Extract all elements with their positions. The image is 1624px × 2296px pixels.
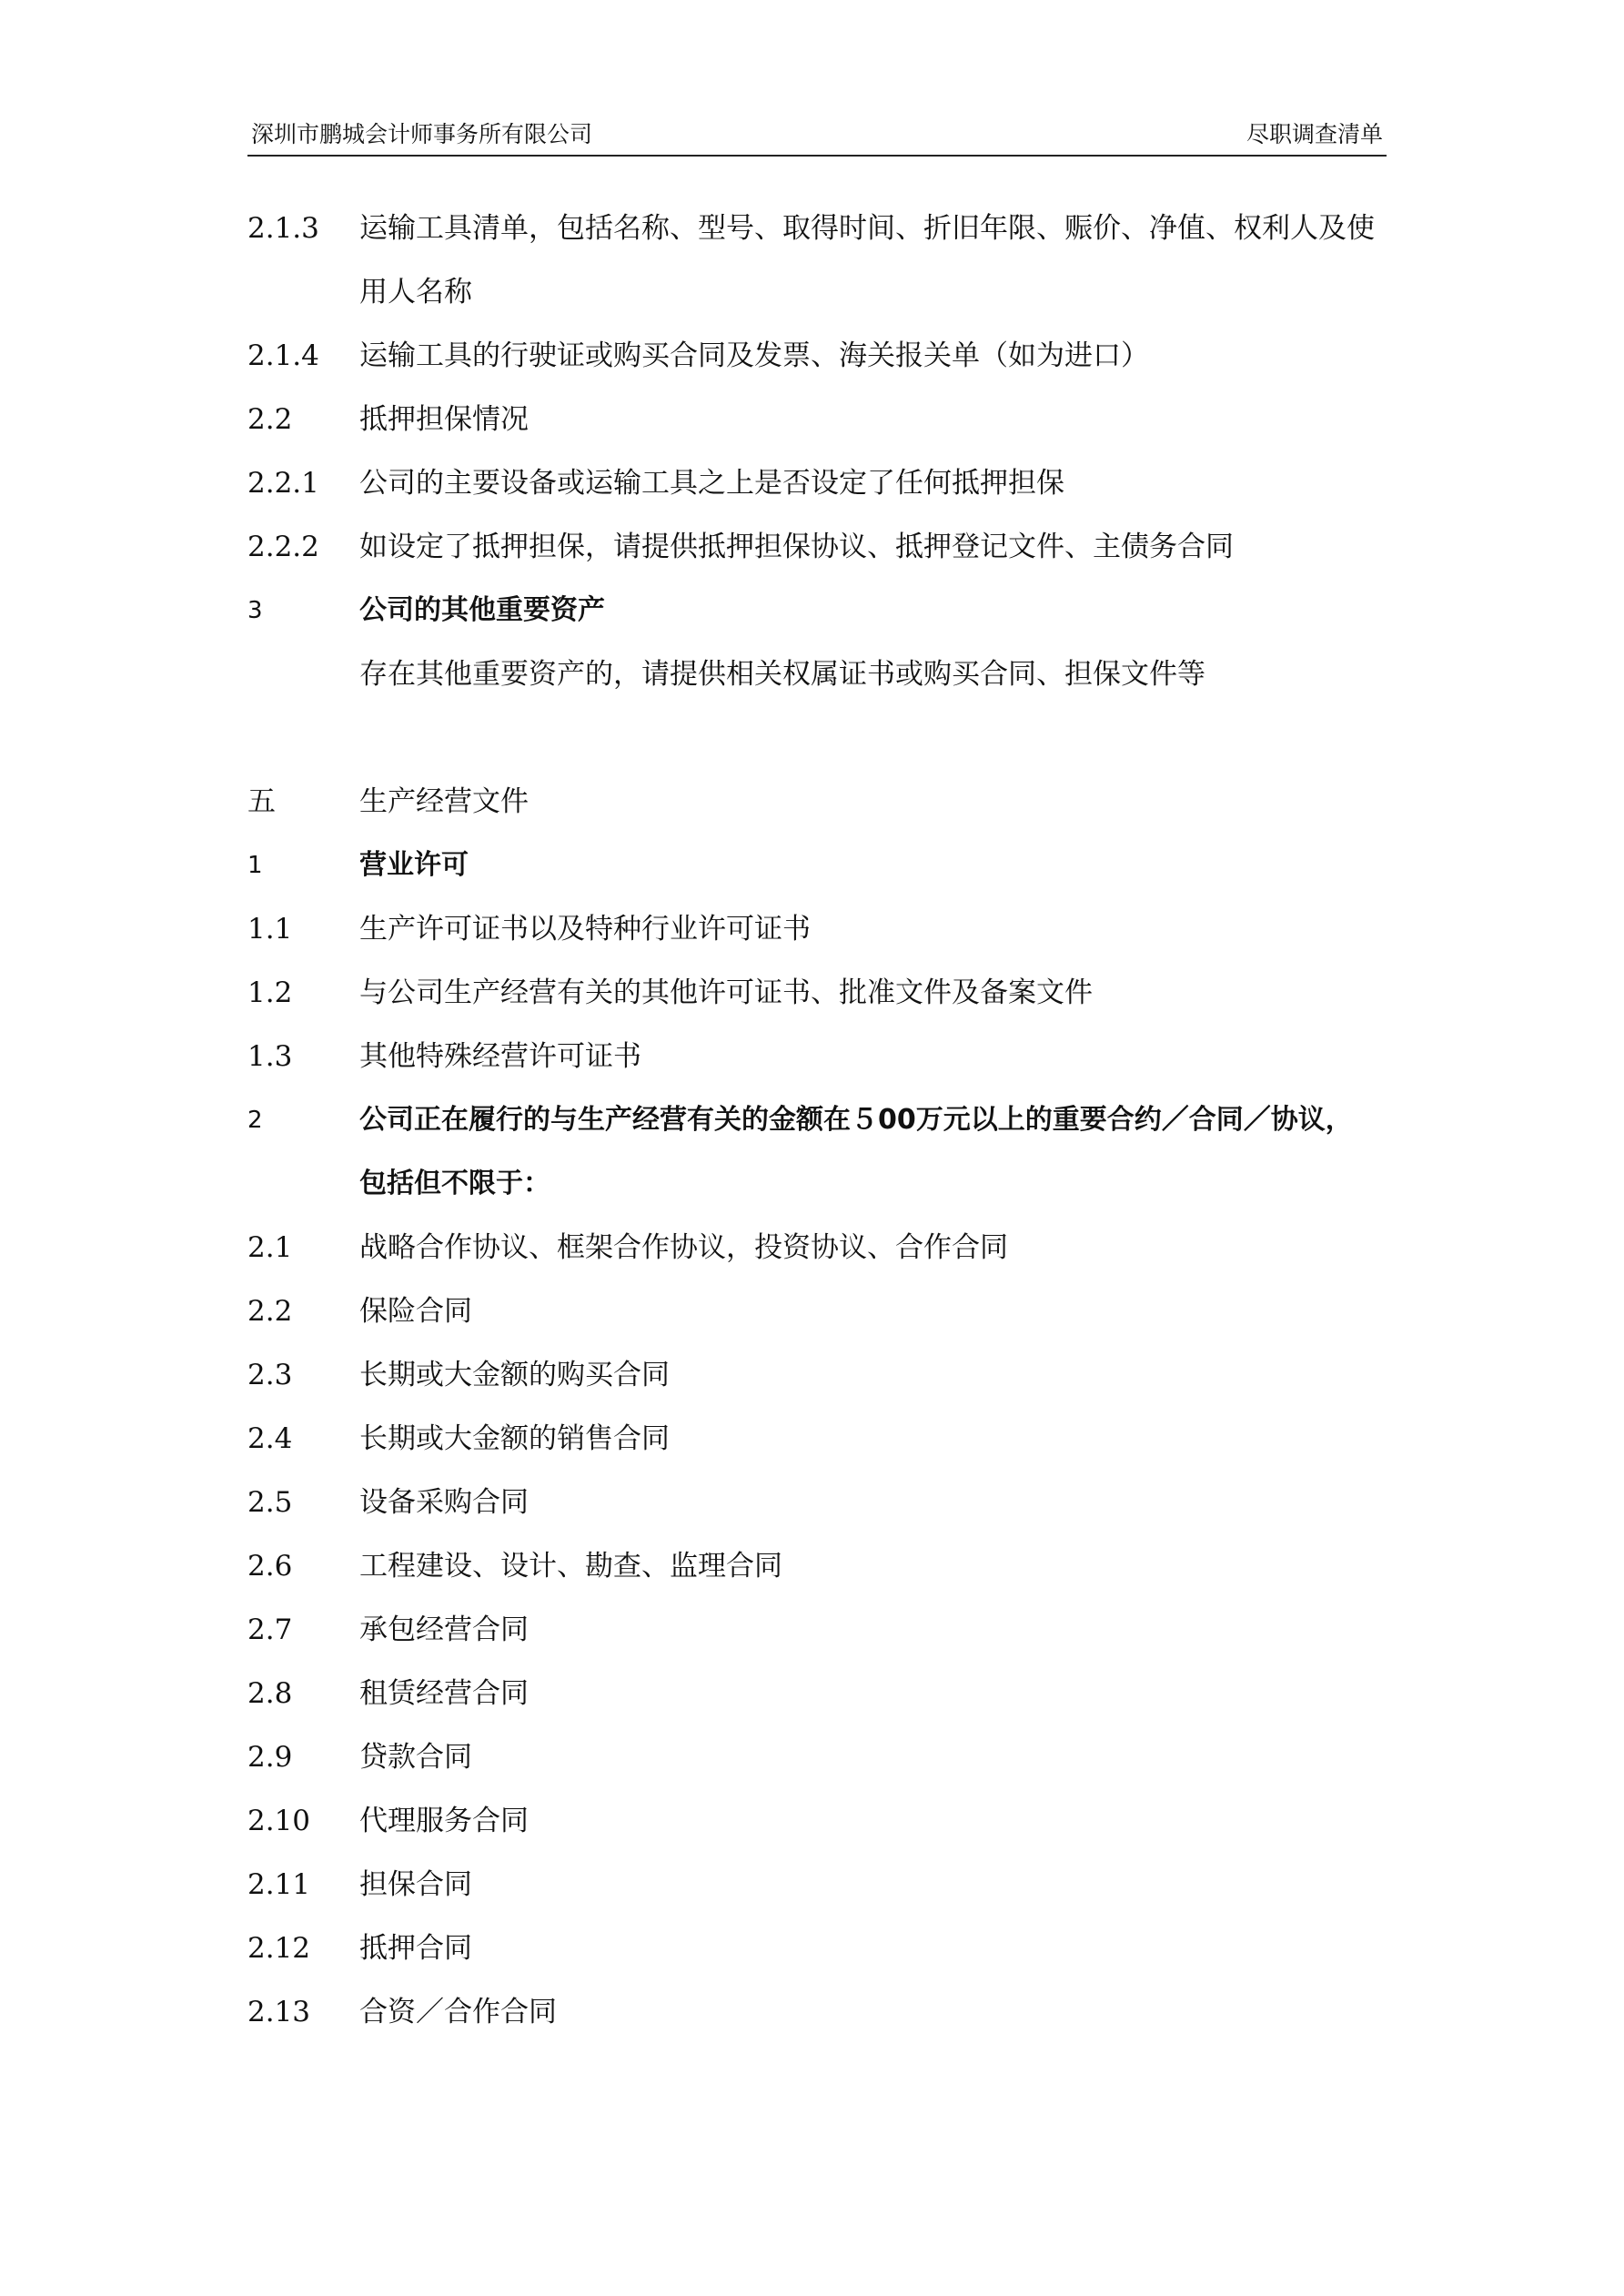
item-number: 2.3: [247, 1359, 293, 1391]
item-text: 公司的其他重要资产: [359, 594, 605, 626]
item-number: 2.11: [247, 1868, 311, 1901]
item-text: 运输工具清单，包括名称、型号、取得时间、折旧年限、赈价、净值、权利人及使: [359, 212, 1375, 245]
list-item: [247, 1471, 1394, 1534]
list-item: [247, 388, 1394, 451]
chapter-title: 生产经营文件: [359, 785, 529, 818]
item-text: 保险合同: [359, 1295, 472, 1328]
list-item: [247, 1407, 1394, 1471]
item-text: 担保合同: [359, 1868, 472, 1901]
item-text: 承包经营合同: [359, 1613, 529, 1646]
item-text: 抵押合同: [359, 1932, 472, 1965]
chapter-number: 五: [247, 785, 276, 818]
item-number: 2.13: [247, 1996, 311, 2028]
item-text: 租赁经营合同: [359, 1677, 529, 1710]
item-number: 1.3: [247, 1040, 293, 1073]
item-number: 2.8: [247, 1677, 293, 1710]
list-item: [247, 1725, 1394, 1789]
chapter-heading: [247, 770, 1394, 834]
item-number: 2.1.4: [247, 339, 319, 372]
item-number: 2: [247, 1107, 263, 1134]
item-number: 2.2: [247, 403, 293, 436]
item-text: 运输工具的行驶证或购买合同及发票、海关报关单（如为进口）: [359, 339, 1149, 372]
item-text: 如设定了抵押担保，请提供抵押担保协议、抵押登记文件、主债务合同: [359, 531, 1234, 563]
item-text: 代理服务合同: [359, 1805, 529, 1837]
item-number: 2.1.3: [247, 212, 319, 245]
list-item: [247, 324, 1394, 388]
item-number: 2.1: [247, 1231, 293, 1264]
item-text: 贷款合同: [359, 1741, 472, 1774]
item-text: 包括但不限于：: [359, 1168, 550, 1199]
item-text: 公司正在履行的与生产经营有关的金额在５00万元以上的重要合约／合同／协议，: [359, 1104, 1353, 1136]
item-text: 营业许可: [359, 849, 469, 881]
section-heading: [247, 1088, 1394, 1152]
section-heading: [247, 834, 1394, 897]
item-text: 用人名称: [359, 276, 472, 308]
list-item: [247, 1980, 1394, 2044]
item-text: 设备采购合同: [359, 1486, 529, 1519]
list-item: [247, 1534, 1394, 1598]
list-item: [247, 260, 1394, 324]
item-number: 2.2.1: [247, 467, 319, 500]
item-number: 1: [247, 852, 263, 879]
list-item: [247, 515, 1394, 579]
item-text: 工程建设、设计、勘查、监理合同: [359, 1550, 782, 1583]
item-number: 1.2: [247, 976, 293, 1009]
list-item: [247, 642, 1394, 706]
list-item: [247, 1216, 1394, 1279]
item-number: 2.10: [247, 1805, 311, 1837]
item-number: 2.6: [247, 1550, 293, 1583]
item-text: 抵押担保情况: [359, 403, 529, 436]
item-text: 与公司生产经营有关的其他许可证书、批准文件及备案文件: [359, 976, 1093, 1009]
item-number: 2.2.2: [247, 531, 319, 563]
list-item: [247, 1853, 1394, 1917]
section-heading: [247, 579, 1394, 642]
company-name: 深圳市鹏城会计师事务所有限公司: [251, 121, 593, 147]
item-number: 1.1: [247, 913, 293, 946]
list-item: [247, 1917, 1394, 1980]
document-title: 尽职调查清单: [1246, 121, 1383, 147]
list-item: [247, 197, 1394, 260]
item-number: 2.9: [247, 1741, 293, 1774]
item-text: 战略合作协议、框架合作协议，投资协议、合作合同: [359, 1231, 1008, 1264]
item-text: 长期或大金额的购买合同: [359, 1359, 670, 1391]
section-heading-continued: [247, 1152, 1394, 1216]
item-text: 公司的主要设备或运输工具之上是否设定了任何抵押担保: [359, 467, 1064, 500]
item-number: 2.2: [247, 1295, 293, 1328]
page-header: [247, 113, 1387, 157]
item-text: 合资／合作合同: [359, 1996, 557, 2028]
list-item: [247, 1662, 1394, 1725]
item-number: 2.12: [247, 1932, 311, 1965]
item-text: 其他特殊经营许可证书: [359, 1040, 641, 1073]
item-number: 3: [247, 597, 263, 624]
item-text: 生产许可证书以及特种行业许可证书: [359, 913, 811, 946]
list-item: [247, 897, 1394, 961]
list-item: [247, 1279, 1394, 1343]
item-number: 2.4: [247, 1422, 293, 1455]
list-item: [247, 1789, 1394, 1853]
list-item: [247, 1343, 1394, 1407]
item-number: 2.7: [247, 1613, 293, 1646]
item-text: 存在其他重要资产的，请提供相关权属证书或购买合同、担保文件等: [359, 658, 1205, 691]
list-item: [247, 451, 1394, 515]
item-text: 长期或大金额的销售合同: [359, 1422, 670, 1455]
list-item: [247, 1025, 1394, 1088]
list-item: [247, 961, 1394, 1025]
item-number: 2.5: [247, 1486, 293, 1519]
list-item: [247, 1598, 1394, 1662]
